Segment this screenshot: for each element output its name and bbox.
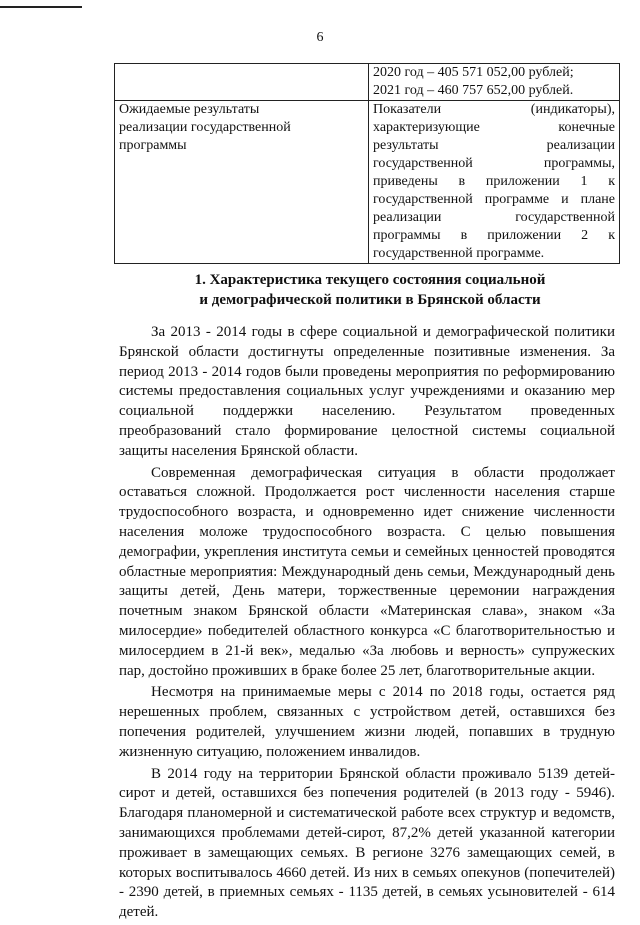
section-body — [119, 323, 615, 925]
paragraph: Современная демографическая ситуация в области продолжает оставаться сложной. Продолжается рост численности населения старше трудоспособного возраста, и одновременно идет снижение численности населения моложе трудоспособного возраста. С целью повышения демографии, укрепления института семьи и семейных ценностей проводятся областные мероприятия: Международный день семьи, Международный день защиты детей, День матери, торжественные церемонии награждения почетным знаком Брянской области «Материнская слава», знаком «За милосердие» победителей областного конкурса «С благотворительностью и милосердием в 21-й век», медалью «За любовь и верность» супружеских пар, достойно проживших в браке более 25 лет, благотворительные акции. — [119, 464, 615, 679]
text-line: государственной программы, — [373, 156, 615, 171]
text-line: приведены в приложении 1 к — [373, 174, 615, 189]
text-line: характеризующие конечные — [373, 120, 615, 135]
text-line: программы в приложении 2 к — [373, 228, 615, 243]
paragraph: В 2014 году на территории Брянской области проживало 5139 детей-сирот и детей, оставшихся без попечения родителей (в 2013 году - 5946). Благодаря планомерной и систематической работе всех структур и ведомств, занимающихся проблемами детей-сирот, 87,2% детей указанной категории проживает в замещающих семьях. В регионе 3276 замещающих семей, в которых воспитывалось 4660 детей. Из них в семьях опекунов (попечителей) - 2390 детей, в приемных семьях - 1135 детей, в семьях усыновителей - 614 детей. — [119, 765, 615, 921]
label-line: Ожидаемые результаты — [119, 102, 260, 117]
paragraph: Несмотря на принимаемые меры с 2014 по 2018 годы, остается ряд нерешенных проблем, связанных с устройством детей, оставшихся без попечения родителей, улучшением жизни людей, попавших в трудную жизненную ситуацию, положением инвалидов. — [119, 684, 615, 760]
text-line: государственной программе. — [373, 246, 545, 261]
table-row — [115, 64, 620, 101]
text-line: реализации государственной — [373, 210, 615, 225]
section-heading-line-2: и демографической политики в Брянской области — [199, 292, 541, 308]
label-line: программы — [119, 138, 187, 153]
table-cell-empty — [115, 64, 369, 101]
table-row — [115, 101, 620, 264]
text-line: государственной программе и плане — [373, 192, 615, 207]
text-line: Показатели (индикаторы), — [373, 102, 615, 117]
expected-results-label-cell — [115, 101, 369, 264]
funding-line-2021: 2021 год – 460 757 652,00 рублей. — [373, 83, 574, 98]
page-number: 6 — [316, 30, 324, 45]
expected-results-text-cell — [369, 101, 620, 264]
label-line: реализации государственной — [119, 120, 291, 135]
funding-line-2020: 2020 год – 405 571 052,00 рублей; — [373, 65, 574, 80]
funding-cell — [369, 64, 620, 101]
paragraph: За 2013 - 2014 годы в сфере социальной и демографической политики Брянской области достигнуты определенные позитивные изменения. За период 2013 - 2014 годов были проведены мероприятия по реформированию системы предоставления социальных услуг учреждениями и оказанию мер социальной поддержки населению. Результатом проведенных преобразований стало формирование целостной системы социальной защиты населения Брянской области. — [119, 324, 615, 459]
text-line: результаты реализации — [373, 138, 615, 153]
program-info-table — [114, 63, 620, 264]
section-heading-line-1: 1. Характеристика текущего состояния социальной — [194, 272, 546, 288]
top-rule — [0, 6, 82, 8]
